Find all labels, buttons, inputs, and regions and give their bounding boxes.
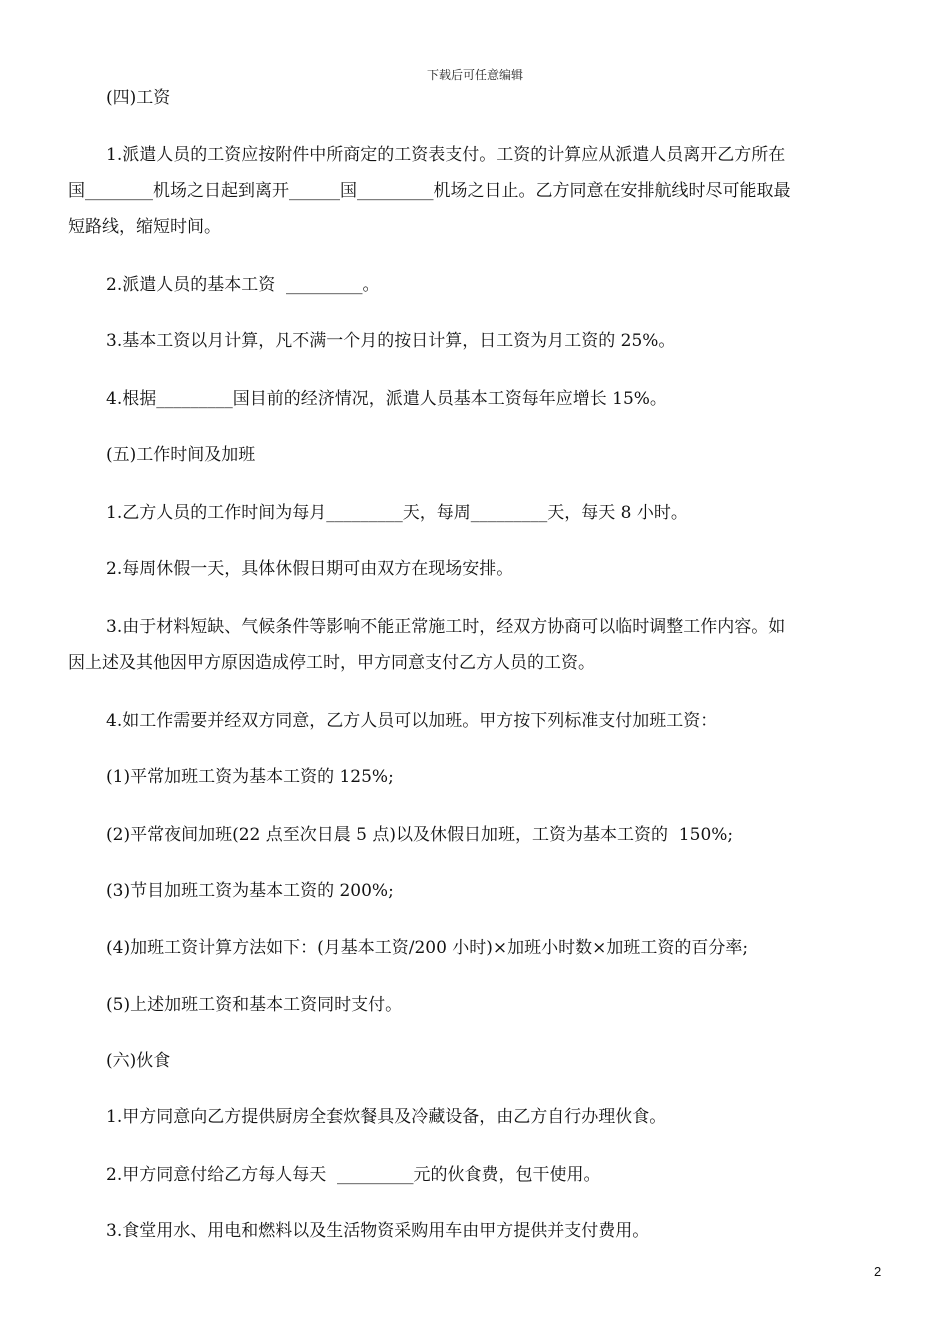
section-heading-work-hours: (五)工作时间及加班 <box>106 445 256 465</box>
page-number: 2 <box>874 1264 882 1279</box>
paragraph-line: (4)加班工资计算方法如下：(月基本工资/200 小时)×加班小时数×加班工资的百分率; <box>106 938 749 958</box>
paragraph-line: 3.食堂用水、用电和燃料以及生活物资采购用车由甲方提供并支付费用。 <box>106 1221 650 1241</box>
paragraph-line: 4.如工作需要并经双方同意，乙方人员可以加班。甲方按下列标准支付加班工资： <box>106 711 718 731</box>
paragraph-line: 2.每周休假一天，具体休假日期可由双方在现场安排。 <box>106 559 514 579</box>
paragraph-line: 2.派遣人员的基本工资 _________。 <box>106 275 380 295</box>
paragraph-line: 1.派遣人员的工资应按附件中所商定的工资表支付。工资的计算应从派遣人员离开乙方所在 <box>106 145 786 165</box>
paragraph-line: 短路线，缩短时间。 <box>68 217 221 237</box>
paragraph-line: 4.根据_________国目前的经济情况，派遣人员基本工资每年应增长 15%。 <box>106 389 667 409</box>
paragraph-line: (2)平常夜间加班(22 点至次日晨 5 点)以及休假日加班，工资为基本工资的 150%; <box>106 825 734 845</box>
paragraph-line: 国________机场之日起到离开______国_________机场之日止。乙方同意在安排航线时尽可能取最 <box>68 181 791 201</box>
paragraph-line: (5)上述加班工资和基本工资同时支付。 <box>106 995 403 1015</box>
paragraph-line: 2.甲方同意付给乙方每人每天 _________元的伙食费，包干使用。 <box>106 1165 601 1185</box>
paragraph-line: 1.甲方同意向乙方提供厨房全套炊餐具及冷藏设备，由乙方自行办理伙食。 <box>106 1107 667 1127</box>
section-heading-meals: (六)伙食 <box>106 1051 171 1071</box>
section-heading-wages: (四)工资 <box>106 88 171 108</box>
paragraph-line: 1.乙方人员的工作时间为每月_________天，每周_________天，每天 8 小时。 <box>106 503 688 523</box>
paragraph-line: 3.由于材料短缺、气候条件等影响不能正常施工时，经双方协商可以临时调整工作内容。如 <box>106 617 786 637</box>
paragraph-line: 3.基本工资以月计算，凡不满一个月的按日计算，日工资为月工资的 25%。 <box>106 331 676 351</box>
header-note: 下载后可任意编辑 <box>426 68 523 82</box>
paragraph-line: (3)节目加班工资为基本工资的 200%; <box>106 881 394 901</box>
paragraph-line: (1)平常加班工资为基本工资的 125%; <box>106 767 394 787</box>
paragraph-line: 因上述及其他因甲方原因造成停工时，甲方同意支付乙方人员的工资。 <box>68 653 595 673</box>
